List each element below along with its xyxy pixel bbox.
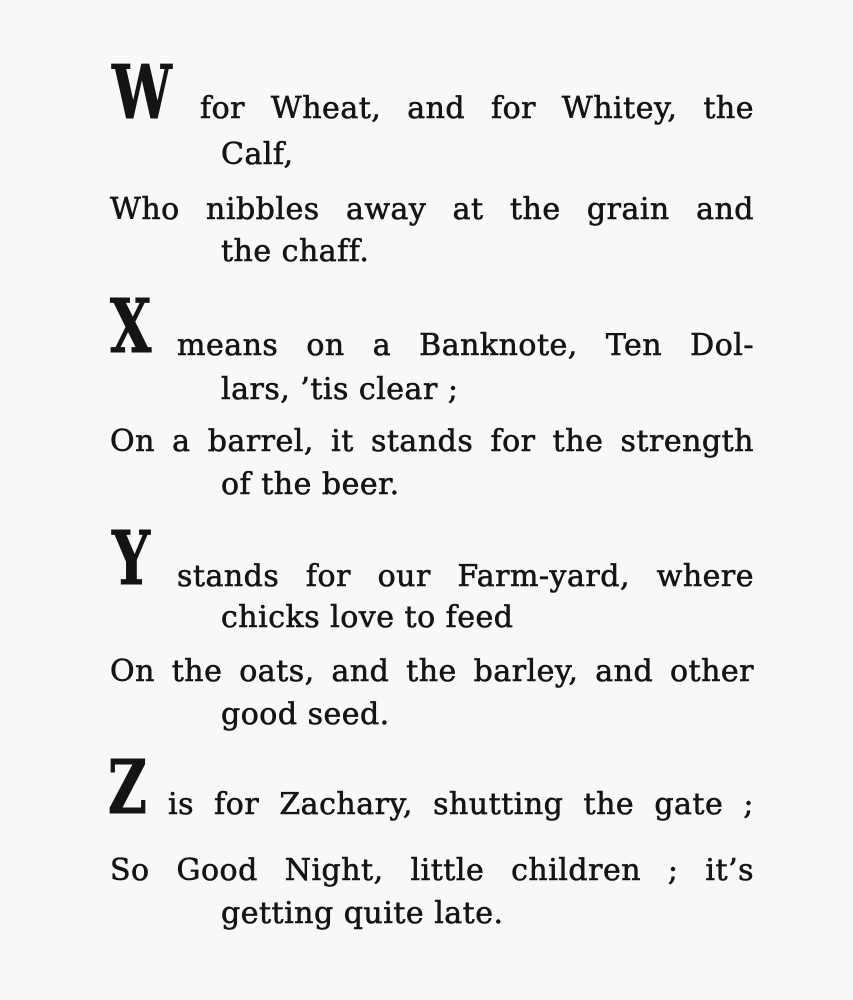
verse-line: good seed. [221,697,390,732]
verse-line: lars, ’tis clear ; [221,372,459,407]
drop-cap-x: X [110,284,152,370]
verse-line: chicks love to feed [221,600,514,635]
verse-line: stands for our Farm-yard, where [177,559,754,594]
verse-line: getting quite late. [221,896,504,931]
verse-line: is for Zachary, shutting the gate ; [168,787,754,822]
verse-line: On a barrel, it stands for the strength [110,424,754,459]
verse-line: Calf, [221,137,294,172]
drop-cap-z: Z [108,745,147,831]
verse-line: On the oats, and the barley, and other [110,654,754,689]
drop-cap-y: Y [112,516,151,602]
verse-line: means on a Banknote, Ten Dol- [177,328,754,363]
verse-line: of the beer. [221,467,400,502]
verse-line: the chaff. [221,234,370,269]
drop-cap-w: W [112,50,172,136]
verse-line: Who nibbles away at the grain and [110,192,754,227]
verse-line: So Good Night, little children ; it’s [110,853,754,888]
verse-line: for Wheat, and for Whitey, the [200,91,754,126]
